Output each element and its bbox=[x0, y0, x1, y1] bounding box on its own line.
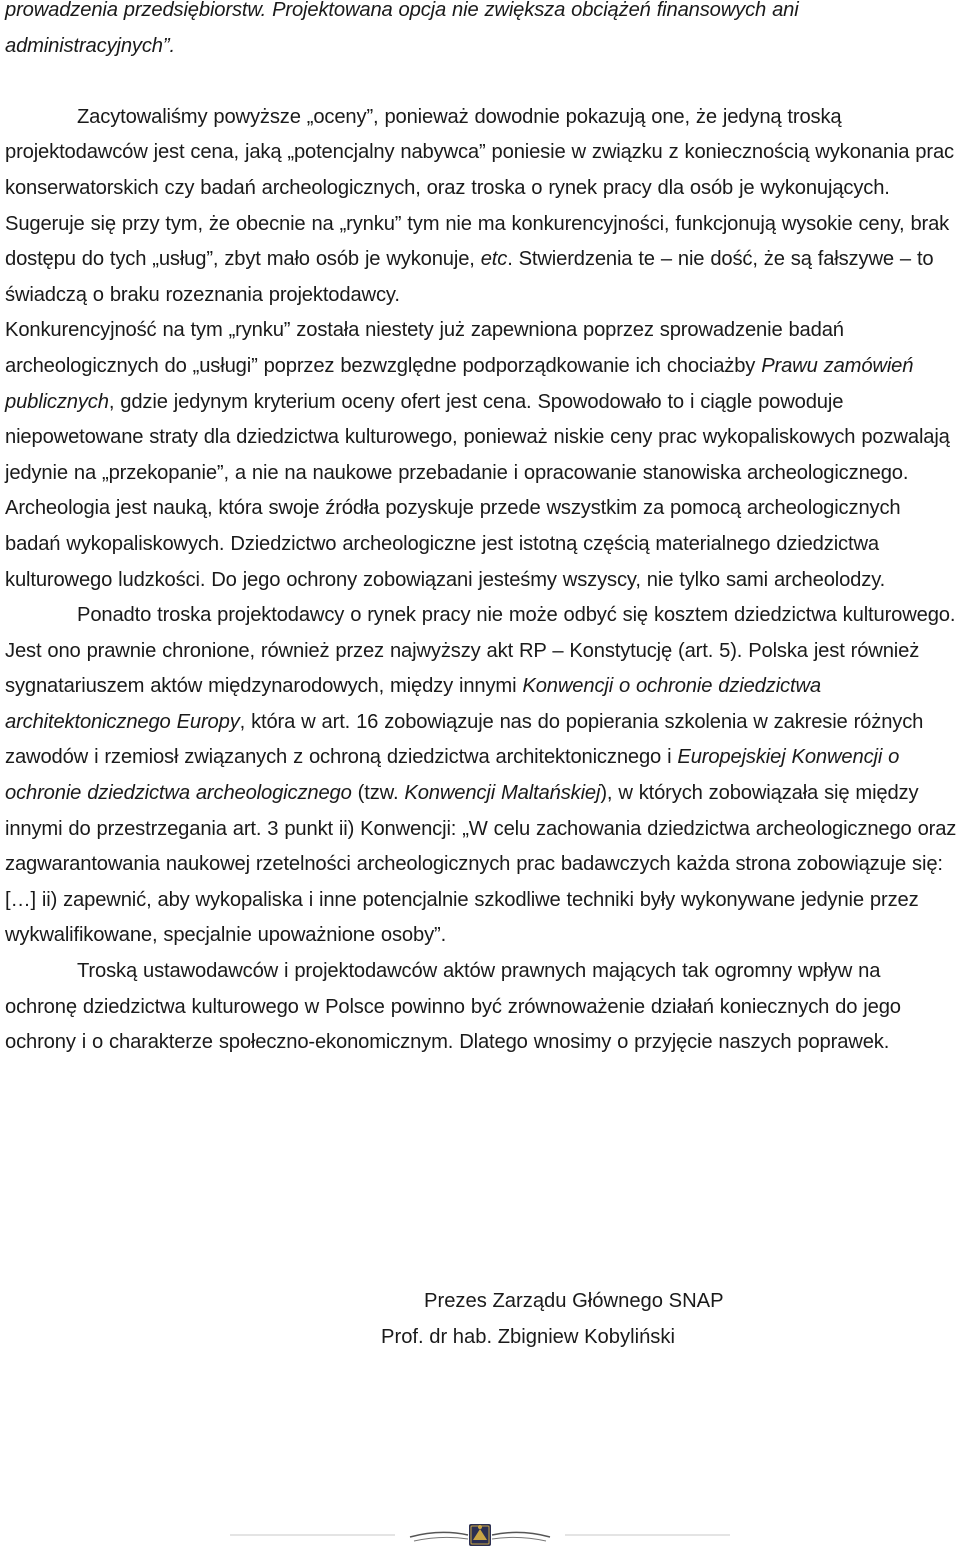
paragraph-continuation bbox=[5, 0, 958, 64]
para3-italic-convention-2: Europejskiej Konwencji o ochronie dziedzictwa archeologicznego bbox=[5, 746, 900, 805]
para3-italic-convention-3: Konwencji Maltańskiej bbox=[404, 782, 601, 805]
quote-end: prowadzenia przedsiębiorstw. Projektowana opcja nie zwiększa obciążeń finansowych ani administracyjnych”. bbox=[5, 0, 799, 57]
para1-text-b: . Stwierdzenia te – nie dość, że są fałszywe – to świadczą o braku rozeznania projektodawcy. bbox=[5, 248, 934, 306]
footer-graphic bbox=[0, 1522, 960, 1548]
para3-text-c: (tzw. bbox=[351, 782, 405, 805]
page-footer bbox=[0, 1522, 960, 1548]
para3-text-a: Ponadto troska projektodawcy o rynek pracy nie może odbyć się kosztem dziedzictwa kulturowego. Jest ono prawnie chronione, również przez najwyższy akt RP – Konstytucję (art. 5). Polska jest również sygnatariuszem aktów międzynarodowych, między innymi bbox=[5, 604, 956, 698]
paragraph-conclusion bbox=[5, 954, 958, 1061]
paragraph-conventions bbox=[5, 598, 958, 954]
signature-block bbox=[0, 1283, 960, 1355]
blank-line bbox=[5, 64, 958, 100]
para1-text-a: Zacytowaliśmy powyższe „oceny”, ponieważ dowodnie pokazują one, że jedyną troską projektodawców jest cena, jaką „potencjalny nabywca” poniesie w związku z koniecznością wykonania prac konserwatorskich czy badań archeologicznych, oraz troska o rynek pracy dla osób je wykonujących. Sugeruje się przy tym, że obecnie na „rynku” tym nie ma konkurencyjności, funkcjonują wysokie ceny, brak dostępu do tych „usług”, zbyt mało osób je wykonuje, bbox=[5, 105, 954, 271]
para2-italic-law: Prawu zamówień publicznych bbox=[5, 354, 914, 413]
para3-text-d: ), w których zobowiązała się między innymi do przestrzegania art. 3 punkt ii) Konwencji: „W celu zachowania dziedzictwa archeologicznego oraz zagwarantowania naukowej rzetelności archeologicznych prac badawczych każda strona zobowiązuje się: […] ii) zapewnić, aby wykopaliska i inne potencjalnie szkodliwe techniki były wykonywane jedynie przez wykwalifikowane, specjalnie upoważnione osoby”. bbox=[5, 782, 957, 947]
snap-emblem-icon bbox=[410, 1524, 550, 1546]
para3-italic-convention-1: Konwencji o ochronie dziedzictwa architektonicznego Europy bbox=[5, 675, 821, 733]
para3-text-b: , która w art. 16 zobowiązuje nas do popierania szkolenia w zakresie różnych zawodów i rzemiosł związanych z ochroną dziedzictwa architektonicznego i bbox=[5, 710, 924, 769]
signature-name: Prof. dr hab. Zbigniew Kobyliński bbox=[381, 1326, 675, 1348]
para4-text: Troską ustawodawców i projektodawców aktów prawnych mających tak ogromny wpływ na ochronę dziedzictwa kulturowego w Polsce powinno być zrównoważenie działań koniecznych do jego ochrony i o charakterze społeczno-ekonomicznym. Dlatego wnosimy o przyjęcie naszych poprawek. bbox=[5, 960, 901, 1054]
paragraph-competition bbox=[5, 313, 958, 598]
para1-italic-etc: etc bbox=[480, 248, 508, 271]
signature-title: Prezes Zarządu Głównego SNAP bbox=[424, 1290, 724, 1312]
paragraph-quotes-analysis bbox=[5, 100, 958, 314]
para2-text-a: Konkurencyjność na tym „rynku” została niestety już zapewniona poprzez sprowadzenie badań archeologicznych do „usługi” poprzez bezwzględne podporządkowanie ich chociażby bbox=[5, 319, 844, 377]
document-body bbox=[5, 0, 958, 1061]
para2-text-b: , gdzie jedynym kryterium oceny ofert jest cena. Spowodowało to i ciągle powoduje niepowetowane straty dla dziedzictwa kulturowego, ponieważ niskie ceny prac wykopaliskowych pozwalają jedynie na „przekopanie”, a nie na naukowe przebadanie i opracowanie stanowiska archeologicznego. Archeologia jest nauką, która swoje źródła pozyskuje przede wszystkim za pomocą archeologicznych badań wykopaliskowych. Dziedzictwo archeologiczne jest istotną częścią materialnego dziedzictwa kulturowego ludzkości. Do jego ochrony zobowiązani jesteśmy wszyscy, nie tylko sami archeolodzy. bbox=[5, 390, 950, 591]
